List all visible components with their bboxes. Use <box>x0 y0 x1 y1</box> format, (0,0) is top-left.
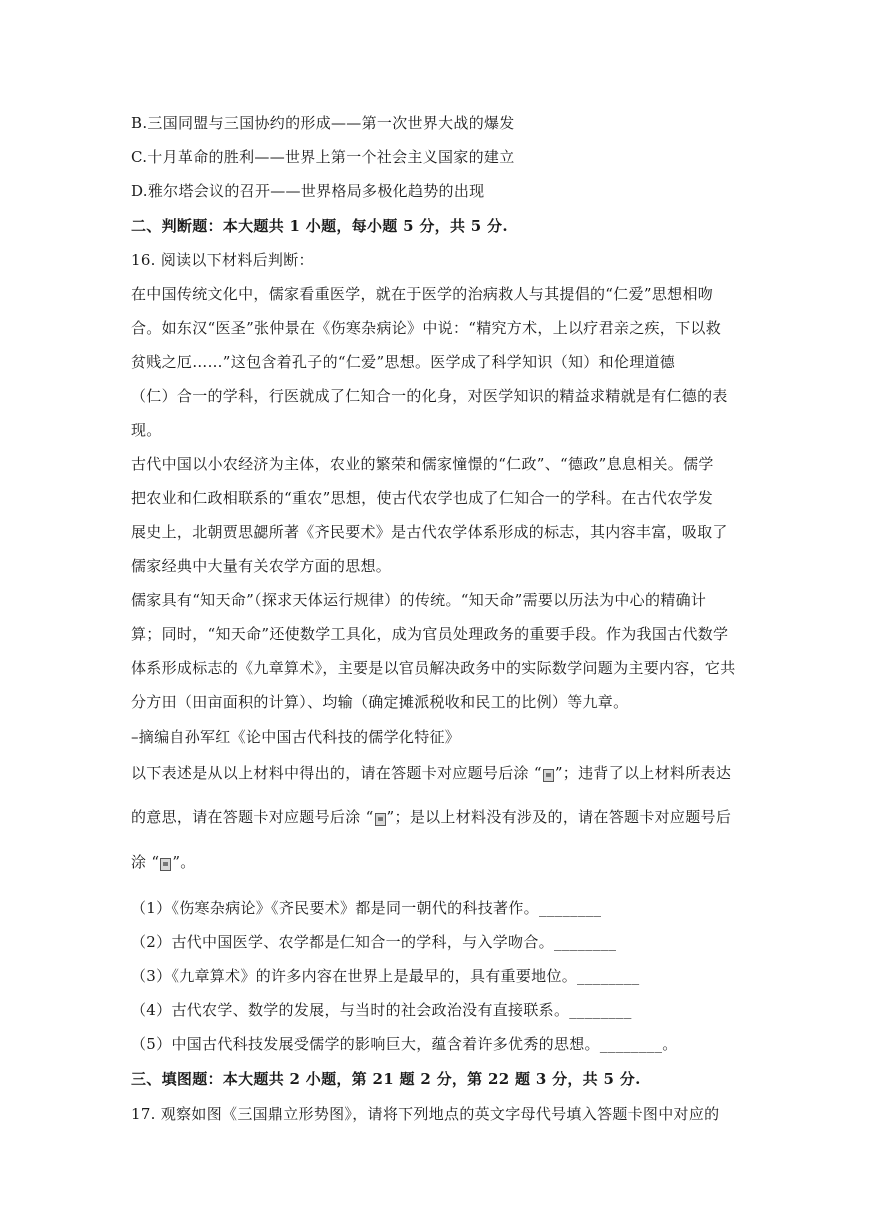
paragraph-line: 儒家具有“知天命”（探求天体运行规律）的传统。“知天命”需要以历法为中心的精确计 <box>131 591 707 609</box>
instruction-text: ”；违背了以上材料所表达 <box>554 764 732 782</box>
instruction-text: 涂 “ <box>131 853 160 871</box>
option-b: B.三国同盟与三国协约的形成——第一次世界大战的爆发 <box>131 114 515 132</box>
statement-item: （3）《九章算术》的许多内容在世界上是最早的，具有重要地位。________ <box>131 967 640 985</box>
instruction-text: ”；是以上材料没有涉及的，请在答题卡对应题号后 <box>386 808 732 826</box>
statement-item: （2）古代中国医学、农学都是仁知合一的学科，与入学吻合。________ <box>131 933 617 951</box>
q16-intro: 16. 阅读以下材料后判断： <box>131 251 314 269</box>
paragraph-line: 体系形成标志的《九章算术》，主要是以官员解决政务中的实际数学问题为主要内容，它共 <box>131 659 736 677</box>
q16-instruction-line-3 <box>131 852 196 872</box>
q17-text: 17. 观察如图《三国鼎立形势图》，请将下列地点的英文字母代号填入答题卡图中对应的 <box>131 1105 720 1123</box>
q16-source: –摘编自孙军红《论中国古代科技的儒学化特征》 <box>131 728 461 746</box>
q16-instruction-line-1 <box>131 763 731 783</box>
statement-item: （5）中国古代科技发展受儒学的影响巨大，蕴含着许多优秀的思想。________。 <box>131 1035 678 1053</box>
answer-box-icon <box>375 813 386 826</box>
section3-heading: 三、填图题：本大题共 2 小题，第 21 题 2 分，第 22 题 3 分，共 5 分. <box>131 1070 641 1088</box>
q16-instruction-line-2 <box>131 807 731 827</box>
paragraph-line: 算；同时，“知天命”还使数学工具化，成为官员处理政务的重要手段。作为我国古代数学 <box>131 625 729 643</box>
paragraph-line: （仁）合一的学科，行医就成了仁知合一的化身，对医学知识的精益求精就是有仁德的表 <box>131 387 728 405</box>
option-d: D.雅尔塔会议的召开——世界格局多极化趋势的出现 <box>131 182 485 200</box>
option-c: C.十月革命的胜利——世界上第一个社会主义国家的建立 <box>131 148 515 166</box>
paragraph-line: 在中国传统文化中，儒家看重医学，就在于医学的治病救人与其提倡的“仁爱”思想相吻 <box>131 285 714 303</box>
instruction-text: ”。 <box>172 853 196 871</box>
paragraph-line: 古代中国以小农经济为主体，农业的繁荣和儒家憧憬的“仁政”、“德政”息息相关。儒学 <box>131 455 714 473</box>
statement-item: （4）古代农学、数学的发展，与当时的社会政治没有直接联系。________ <box>131 1001 632 1019</box>
instruction-text: 的意思，请在答题卡对应题号后涂 “ <box>131 808 374 826</box>
paragraph-line: 分方田（田亩面积的计算）、均输（确定摊派税收和民工的比例）等九章。 <box>131 693 629 711</box>
answer-box-icon <box>543 769 554 782</box>
paragraph-line: 贫贱之厄……”这包含着孔子的“仁爱”思想。医学成了科学知识（知）和伦理道德 <box>131 353 676 371</box>
statement-item: （1）《伤寒杂病论》《齐民要术》都是同一朝代的科技著作。________ <box>131 899 602 917</box>
paragraph-line: 展史上，北朝贾思勰所著《齐民要术》是古代农学体系形成的标志，其内容丰富，吸取了 <box>131 523 728 541</box>
instruction-text: 以下表述是从以上材料中得出的，请在答题卡对应题号后涂 “ <box>131 764 542 782</box>
paragraph-line: 把农业和仁政相联系的“重农”思想，使古代农学也成了仁知合一的学科。在古代农学发 <box>131 489 714 507</box>
paragraph-line: 合。如东汉“医圣”张仲景在《伤寒杂病论》中说：“精究方术，上以疗君亲之疾，下以救 <box>131 319 722 337</box>
paragraph-line: 现。 <box>131 421 162 439</box>
answer-box-icon <box>160 858 171 871</box>
paragraph-line: 儒家经典中大量有关农学方面的思想。 <box>131 557 392 575</box>
section2-heading: 二、判断题：本大题共 1 小题，每小题 5 分，共 5 分. <box>131 217 508 235</box>
